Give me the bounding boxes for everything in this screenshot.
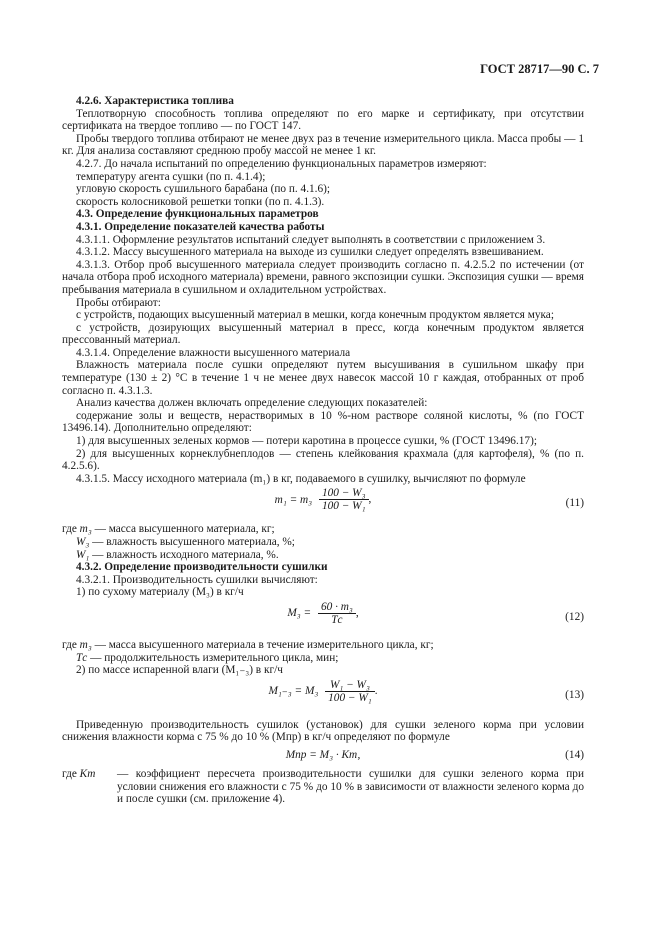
paragraph: с устройств, дозирующих высушенный материал в пресс, когда конечным продуктом является прессованный материал.	[62, 321, 584, 347]
fraction-denominator: 100 − W₁	[321, 500, 366, 513]
definition: — масса высушенного материала, кг;	[91, 523, 275, 536]
paragraph: 4.2.7. До начала испытаний по определению функциональных параметров измеряют:	[76, 157, 487, 170]
paragraph: 2) по массе испаренной влаги (M₁₋₃) в кг/ч	[76, 664, 283, 677]
section-heading: 4.3. Определение функциональных параметров	[76, 208, 319, 221]
list-item: температуру агента сушки (по п. 4.1.4);	[76, 170, 266, 183]
definition: — коэффициент пересчета производительности сушилки для сушки зеленого корма при условии снижения его влажности с 75 % до 10 % в зависимости от влажности зеленого корма до и после сушки (см. приложение 4).	[117, 767, 584, 806]
paragraph: 4.3.1.2. Массу высушенного материала на выходе из сушилки следует определять взвешиванием.	[76, 246, 544, 259]
definition: — влажность высушенного материала, %;	[89, 536, 295, 548]
where-label	[62, 523, 584, 536]
paragraph: 1) для высушенных зеленых кормов — потери каротина в процессе сушки, % (ГОСТ 13496.17);	[76, 435, 537, 448]
fraction-numerator: 100 − W₃	[319, 487, 369, 500]
paragraph: 4.3.1.5. Массу исходного материала (m₁) в кг, подаваемого в сушилку, вычисляют по формуле	[76, 472, 526, 485]
where-word: где	[62, 638, 77, 651]
list-item: угловую скорость сушильного барабана (по п. 4.1.6);	[76, 183, 331, 196]
formula-number: (12)	[565, 610, 584, 623]
definition-row	[62, 768, 584, 806]
paragraph: 2) для высушенных корнеклубнеплодов — степень клейкования крахмала (для картофеля), % (по п. 4.2.5.6).	[62, 447, 584, 473]
formula-tail: ,	[368, 493, 372, 506]
fraction-denominator: Tс	[331, 613, 343, 626]
formula-lhs: m₁ = m₃	[274, 493, 313, 506]
fraction	[318, 601, 356, 626]
paragraph: Теплотворную способность топлива определяют по его марке и сертификату, при отсутствии сертификата на твердое топливо — по ГОСТ 147.	[62, 107, 584, 133]
definition-row	[62, 536, 584, 549]
page-header: ГОСТ 28717—90 С. 7	[480, 62, 599, 76]
formula-tail: ,	[355, 607, 359, 620]
paragraph: 4.3.1.3. Отбор проб высушенного материала следует производить согласно п. 4.2.5.2 по истечении (от начала отбора проб исходного материала) времени, равного экспозиции сушки. Экспозиция сушки — время пребывания материала в сушильном и охладительном устройствах.	[62, 258, 584, 296]
formula-expression: Mпр = M₃ · Kт,	[285, 748, 361, 761]
symbol: m₃	[79, 523, 92, 536]
section-heading: 4.3.2. Определение производительности сушилки	[76, 561, 328, 574]
formula-lhs: M₁₋₃ = M₃	[268, 684, 319, 697]
definition: — масса высушенного материала в течение измерительного цикла, кг;	[91, 638, 434, 651]
paragraph: содержание золы и веществ, нерастворимых в 10 %-ном растворе соляной кислоты, % (по ГОСТ 13496.14). Дополнительно определяют:	[62, 409, 584, 435]
formula-11	[62, 487, 584, 521]
fraction	[325, 679, 375, 704]
paragraph: Пробы отбирают:	[76, 296, 161, 309]
where-word: где	[62, 523, 77, 536]
list-item: скорость колосниковой решетки топки (по п. 4.1.3).	[76, 195, 325, 208]
paragraph: Влажность материала после сушки определяют путем высушивания в сушильном шкафу при температуре (130 ± 2) °С в течение 1 ч не менее двух навесок массой 10 г каждая, отобранных от проб согласно п. 4.3.1.3.	[62, 359, 584, 397]
paragraph: Пробы твердого топлива отбирают не менее двух раз в течение измерительного цикла. Масса пробы — 1 кг. Для анализа составляют среднюю пробу массой не менее 1 кг.	[62, 132, 584, 158]
fraction	[319, 487, 369, 512]
paragraph: 1) по сухому материалу (M₃) в кг/ч	[76, 586, 244, 599]
where-label	[62, 768, 117, 806]
definition: — продолжительность измерительного цикла, мин;	[87, 651, 339, 664]
formula-number: (14)	[565, 748, 584, 761]
paragraph: 4.3.1.4. Определение влажности высушенного материала	[76, 346, 351, 359]
section-heading: 4.3.1. Определение показателей качества работы	[76, 220, 325, 233]
formula-lhs: M₃ =	[287, 607, 312, 620]
fraction-numerator: 60 · m₃	[318, 601, 356, 614]
symbol: Kт	[79, 767, 96, 780]
definition: — влажность исходного материала, %.	[89, 548, 279, 561]
paragraph: 4.3.1.1. Оформление результатов испытаний следует выполнять в соответствии с приложением 3.	[76, 233, 546, 246]
symbol: W₁	[76, 548, 90, 561]
symbol: m₃	[79, 638, 92, 651]
formula-14	[62, 746, 584, 766]
formula-tail: .	[374, 684, 378, 697]
symbol: W₃	[76, 536, 90, 548]
paragraph: 4.3.2.1. Производительность сушилки вычисляют:	[76, 573, 318, 586]
where-word: где	[62, 767, 77, 780]
definition-row	[62, 652, 584, 665]
fraction-numerator: W₁ − W₃	[325, 679, 375, 692]
document-body	[62, 95, 584, 806]
definition-row	[62, 549, 584, 562]
formula-number: (11)	[565, 497, 584, 510]
fraction-denominator: 100 − W₁	[328, 691, 372, 704]
symbol: Tс	[76, 651, 88, 664]
formula-12	[62, 601, 584, 637]
section-heading: 4.2.6. Характеристика топлива	[76, 95, 234, 107]
paragraph: Анализ качества должен включать определение следующих показателей:	[76, 397, 428, 410]
formula-number: (13)	[565, 688, 584, 701]
formula-13	[62, 679, 584, 713]
paragraph: Приведенную производительность сушилок (установок) для сушки зеленого корма при условии снижения влажности корма с 75 % до 10 % (Mпр) в кг/ч определяют по формуле	[62, 718, 584, 744]
paragraph: с устройств, подающих высушенный материал в мешки, когда конечным продуктом является мука;	[76, 309, 554, 322]
where-label	[62, 639, 584, 652]
